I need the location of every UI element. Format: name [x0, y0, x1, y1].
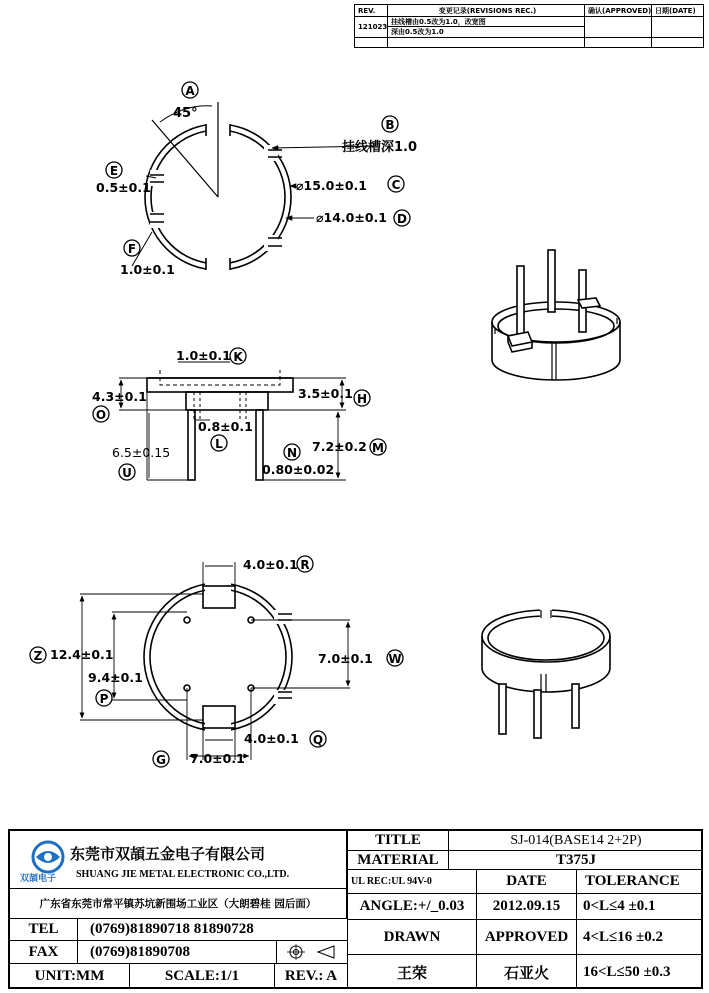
inner-dia-text: ⌀14.0±0.1: [316, 210, 387, 225]
u-dim-text: 6.5±0.15: [112, 445, 171, 460]
label-d: D: [397, 212, 407, 226]
fax-value: (0769)81890708: [77, 940, 277, 964]
label-r: R: [300, 558, 310, 572]
drawn-value: 王荣: [347, 954, 477, 989]
h-dim-text: 3.5±0.1: [298, 386, 353, 401]
k-dim-text: 1.0±0.1: [176, 348, 231, 363]
slot-depth-text: 挂线槽深1.0: [342, 140, 418, 155]
tel-label: TEL: [10, 918, 78, 941]
scale-text: SCALE:1/1: [129, 963, 275, 989]
company-name-cn: 东莞市双頡五金电子有限公司: [70, 845, 266, 863]
bottom-view: [80, 562, 350, 760]
projection-icon: [282, 943, 342, 961]
label-u: U: [122, 466, 132, 480]
unit-text: UNIT:MM: [10, 963, 130, 989]
label-k: K: [233, 350, 243, 364]
w-dim-text: 7.0±0.1: [318, 651, 373, 666]
label-p: P: [99, 692, 109, 706]
drawn-label: DRAWN: [347, 919, 477, 955]
iso-view-pins-up: [492, 250, 620, 380]
label-g: G: [156, 753, 166, 767]
label-f: F: [127, 242, 137, 256]
r-dim-text: 4.0±0.1: [243, 557, 298, 572]
label-o: O: [95, 408, 107, 422]
top-view-labels: [96, 82, 417, 277]
projection-symbol: [276, 940, 348, 964]
label-z: Z: [33, 649, 43, 663]
company-area: [10, 831, 347, 889]
side-view-labels: [92, 348, 386, 480]
label-h: H: [356, 392, 368, 406]
label-l: L: [215, 437, 223, 451]
slot-width-text: 0.5±0.1: [96, 180, 151, 195]
p-dim-text: 9.4±0.1: [88, 670, 143, 685]
n-dim-text: 0.80±0.02: [262, 462, 335, 477]
rev-text: REV.: A: [274, 963, 348, 989]
material-value: T375J: [448, 850, 703, 870]
fax-label: FAX: [10, 940, 78, 964]
approved-label: APPROVED: [476, 919, 577, 955]
material-label: MATERIAL: [347, 850, 449, 870]
tolerance-row-1: 0<L≤4 ±0.1: [576, 893, 703, 920]
iso-view-pins-down: [482, 608, 610, 738]
title-value: SJ-014(BASE14 2+2P): [448, 831, 703, 851]
label-m: M: [372, 441, 384, 455]
title-label: TITLE: [347, 831, 449, 851]
company-name-en: SHUANG JIE METAL ELECTRONIC CO.,LTD.: [76, 869, 290, 880]
rev-header-date: 日期(DATE): [651, 4, 704, 17]
date-value: 2012.09.15: [476, 893, 577, 920]
tolerance-row-3: 16<L≤50 ±0.3: [576, 954, 703, 989]
tolerance-row-2: 4<L≤16 ±0.2: [576, 919, 703, 955]
rev-row-record-2: 深由0.5改为1.0: [387, 26, 585, 38]
l-dim-text: 0.8±0.1: [198, 419, 253, 434]
slot-width2-text: 1.0±0.1: [120, 262, 175, 277]
angle-text: 45°: [173, 106, 198, 121]
label-q: Q: [312, 733, 324, 747]
m-dim-text: 7.2±0.2: [312, 439, 367, 454]
rev-header-approved: 确认(APPROVED): [584, 4, 652, 17]
q-dim-text: 4.0±0.1: [244, 731, 299, 746]
rev-header-rev: REV.: [354, 4, 388, 17]
company-address: 广东省东莞市常平镇苏坑新围场工业区（大朗碧桂 园后面）: [10, 888, 347, 919]
rev-header-record: 变更记录(REVISIONS REC.): [387, 4, 585, 17]
g-dim-text: 7.0±0.1: [190, 751, 245, 766]
label-c: C: [391, 178, 401, 192]
approved-value: 石亚火: [476, 954, 577, 989]
rev-row-record: 挂线槽由0.5改为1.0，改宽图: [387, 16, 585, 27]
o-dim-text: 4.3±0.1: [92, 389, 147, 404]
z-dim-text: 12.4±0.1: [50, 647, 114, 662]
label-b: B: [385, 118, 395, 132]
title-block: [8, 829, 703, 989]
angle-text: ANGLE:+/_0.03: [347, 893, 477, 920]
label-e: E: [109, 164, 119, 178]
tel-value: (0769)81890718 81890728: [77, 918, 348, 941]
tolerance-label: TOLERANCE: [576, 869, 703, 894]
label-a: A: [185, 84, 195, 98]
logo-text: 双頡电子: [20, 874, 57, 884]
outer-dia-text: ⌀15.0±0.1: [296, 178, 367, 193]
date-label: DATE: [476, 869, 577, 894]
ul-rec-text: UL REC:UL 94V-0: [347, 869, 477, 894]
label-w: W: [388, 652, 402, 666]
rev-row-rev: 121023: [354, 16, 388, 38]
label-n: N: [286, 446, 298, 460]
